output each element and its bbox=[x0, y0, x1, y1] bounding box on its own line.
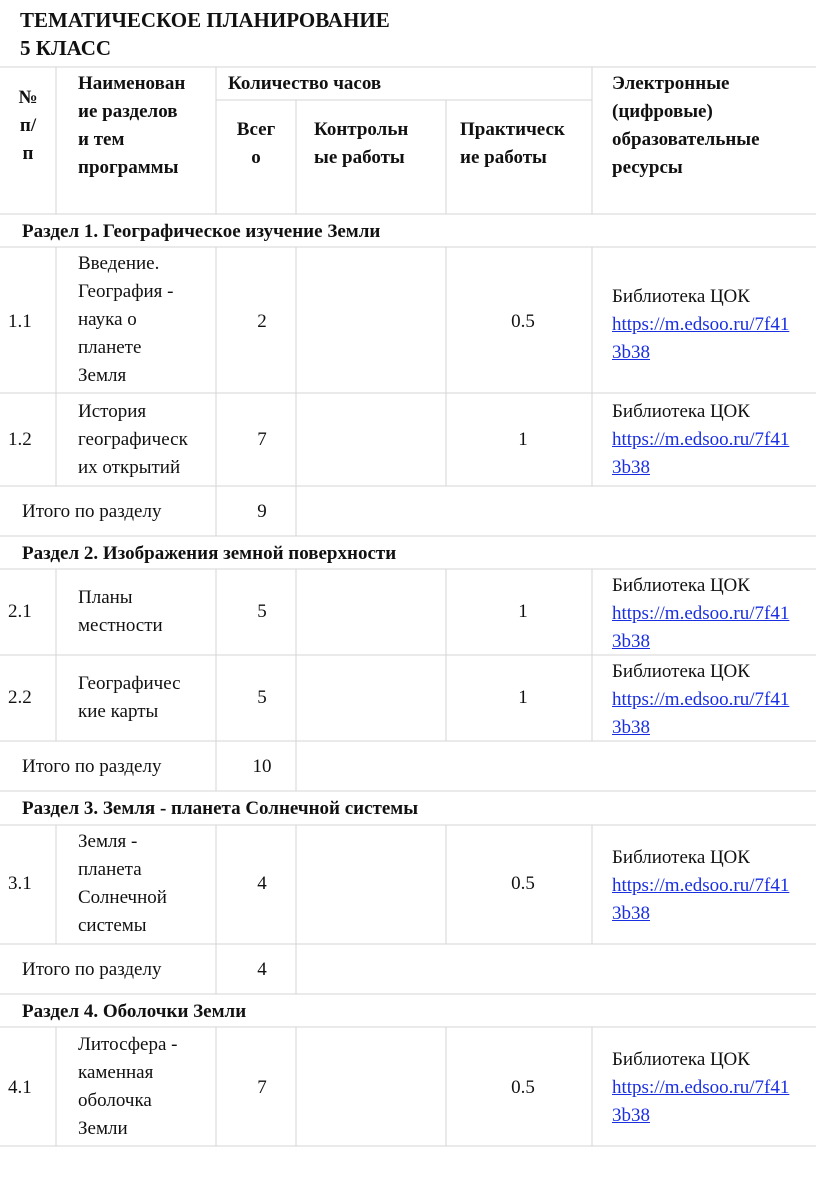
resource-link-line: 3b38 bbox=[612, 631, 650, 652]
header-total bbox=[216, 116, 296, 172]
row-number: 4.1 bbox=[8, 1077, 32, 1098]
section-title: Раздел 1. Географическое изучение Земли bbox=[22, 221, 381, 242]
resource-link-line: https://m.edsoo.ru/7f41 bbox=[612, 603, 790, 624]
row-practical: 1 bbox=[518, 429, 528, 450]
header-number-line: № bbox=[18, 87, 38, 108]
header-control bbox=[314, 116, 408, 172]
row-name-line: планете bbox=[78, 337, 142, 358]
row-name-line: оболочка bbox=[78, 1090, 152, 1111]
row-resource bbox=[612, 1046, 789, 1130]
header-number bbox=[0, 84, 56, 168]
header-name-line: ие разделов bbox=[78, 101, 178, 122]
header-name-line: Наименован bbox=[78, 73, 186, 94]
row-resource bbox=[612, 398, 789, 482]
row-name bbox=[78, 670, 181, 726]
row-name-line: Географичес bbox=[78, 673, 181, 694]
row-name bbox=[78, 398, 188, 482]
header-resources bbox=[612, 70, 760, 182]
section-title: Раздел 4. Оболочки Земли bbox=[22, 1001, 247, 1022]
resource-link-line: https://m.edsoo.ru/7f41 bbox=[612, 429, 790, 450]
row-number: 1.2 bbox=[8, 429, 32, 450]
header-resources-line: Электронные bbox=[612, 73, 730, 94]
resource-link-line: 3b38 bbox=[612, 903, 650, 924]
header-total-line: Всег bbox=[236, 119, 276, 140]
row-name-line: Солнечной bbox=[78, 887, 167, 908]
subtotal-label: Итого по разделу bbox=[22, 756, 162, 777]
row-name-line: География - bbox=[78, 281, 174, 302]
resource-link[interactable] bbox=[612, 1074, 789, 1130]
row-practical: 0.5 bbox=[511, 873, 535, 894]
row-practical: 1 bbox=[518, 687, 528, 708]
header-practical-line: Практическ bbox=[460, 119, 565, 140]
row-number: 3.1 bbox=[8, 873, 32, 894]
subtotal-value: 9 bbox=[257, 501, 267, 522]
header-name-line: и тем bbox=[78, 129, 125, 150]
header-hours: Количество часов bbox=[228, 73, 382, 94]
header-resources-line: образовательные bbox=[612, 129, 760, 150]
row-total: 2 bbox=[257, 311, 267, 332]
resource-label: Библиотека ЦОК bbox=[612, 1049, 750, 1070]
row-name-line: их открытий bbox=[78, 457, 181, 478]
row-name bbox=[78, 250, 174, 390]
row-name-line: Литосфера - bbox=[78, 1034, 178, 1055]
section-title: Раздел 3. Земля - планета Солнечной системы bbox=[22, 798, 419, 819]
row-total: 5 bbox=[257, 687, 267, 708]
row-number: 1.1 bbox=[8, 311, 32, 332]
resource-label: Библиотека ЦОК bbox=[612, 661, 750, 682]
subtotal-value: 10 bbox=[252, 756, 272, 777]
header-control-line: ые работы bbox=[314, 147, 405, 168]
row-name-line: Планы bbox=[78, 587, 133, 608]
subtotal-label: Итого по разделу bbox=[22, 501, 162, 522]
row-number: 2.1 bbox=[8, 601, 32, 622]
row-name-line: системы bbox=[78, 915, 147, 936]
subtotal-label: Итого по разделу bbox=[22, 959, 162, 980]
header-control-line: Контрольн bbox=[314, 119, 409, 140]
resource-link[interactable] bbox=[612, 311, 789, 367]
resource-link[interactable] bbox=[612, 686, 789, 742]
row-total: 7 bbox=[257, 429, 267, 450]
row-name-line: История bbox=[78, 401, 147, 422]
subtotal-value: 4 bbox=[257, 959, 267, 980]
resource-link-line: https://m.edsoo.ru/7f41 bbox=[612, 1077, 790, 1098]
row-name bbox=[78, 584, 163, 640]
row-name-line: каменная bbox=[78, 1062, 154, 1083]
header-name-line: программы bbox=[78, 157, 179, 178]
row-name-line: местности bbox=[78, 615, 163, 636]
header-number-line: п/ bbox=[19, 115, 37, 136]
row-name-line: Введение. bbox=[78, 253, 160, 274]
row-resource bbox=[612, 572, 789, 656]
row-name bbox=[78, 1031, 178, 1143]
resource-link[interactable] bbox=[612, 426, 789, 482]
row-name-line: Земли bbox=[78, 1118, 128, 1139]
resource-link[interactable] bbox=[612, 872, 789, 928]
header-practical bbox=[460, 116, 565, 172]
header-resources-line: (цифровые) bbox=[612, 101, 713, 122]
section-title: Раздел 2. Изображения земной поверхности bbox=[22, 543, 397, 564]
row-resource bbox=[612, 844, 789, 928]
row-total: 5 bbox=[257, 601, 267, 622]
row-number: 2.2 bbox=[8, 687, 32, 708]
resource-link-line: 3b38 bbox=[612, 1105, 650, 1126]
row-name-line: кие карты bbox=[78, 701, 159, 722]
resource-link-line: https://m.edsoo.ru/7f41 bbox=[612, 875, 790, 896]
row-name-line: Земля - bbox=[78, 831, 138, 852]
header-number-line: п bbox=[22, 143, 34, 164]
row-name bbox=[78, 828, 167, 940]
row-name-line: Земля bbox=[78, 365, 127, 386]
resource-link-line: 3b38 bbox=[612, 717, 650, 738]
resource-label: Библиотека ЦОК bbox=[612, 847, 750, 868]
header-name bbox=[78, 70, 185, 182]
title-line-1: ТЕМАТИЧЕСКОЕ ПЛАНИРОВАНИЕ bbox=[20, 8, 390, 32]
row-resource bbox=[612, 658, 789, 742]
row-practical: 0.5 bbox=[511, 311, 535, 332]
row-resource bbox=[612, 283, 789, 367]
header-practical-line: ие работы bbox=[460, 147, 547, 168]
row-name-line: планета bbox=[78, 859, 142, 880]
resource-link-line: 3b38 bbox=[612, 342, 650, 363]
resource-label: Библиотека ЦОК bbox=[612, 286, 750, 307]
row-name-line: наука о bbox=[78, 309, 137, 330]
row-practical: 1 bbox=[518, 601, 528, 622]
row-practical: 0.5 bbox=[511, 1077, 535, 1098]
title-line-2: 5 КЛАСС bbox=[20, 36, 112, 60]
row-total: 7 bbox=[257, 1077, 267, 1098]
header-total-line: о bbox=[251, 147, 261, 168]
resource-link[interactable] bbox=[612, 600, 789, 656]
resource-link-line: 3b38 bbox=[612, 457, 650, 478]
row-total: 4 bbox=[257, 873, 267, 894]
page-title bbox=[20, 6, 390, 62]
resource-label: Библиотека ЦОК bbox=[612, 575, 750, 596]
resource-label: Библиотека ЦОК bbox=[612, 401, 750, 422]
row-name-line: географическ bbox=[78, 429, 188, 450]
resource-link-line: https://m.edsoo.ru/7f41 bbox=[612, 689, 790, 710]
header-resources-line: ресурсы bbox=[612, 157, 683, 178]
resource-link-line: https://m.edsoo.ru/7f41 bbox=[612, 314, 790, 335]
